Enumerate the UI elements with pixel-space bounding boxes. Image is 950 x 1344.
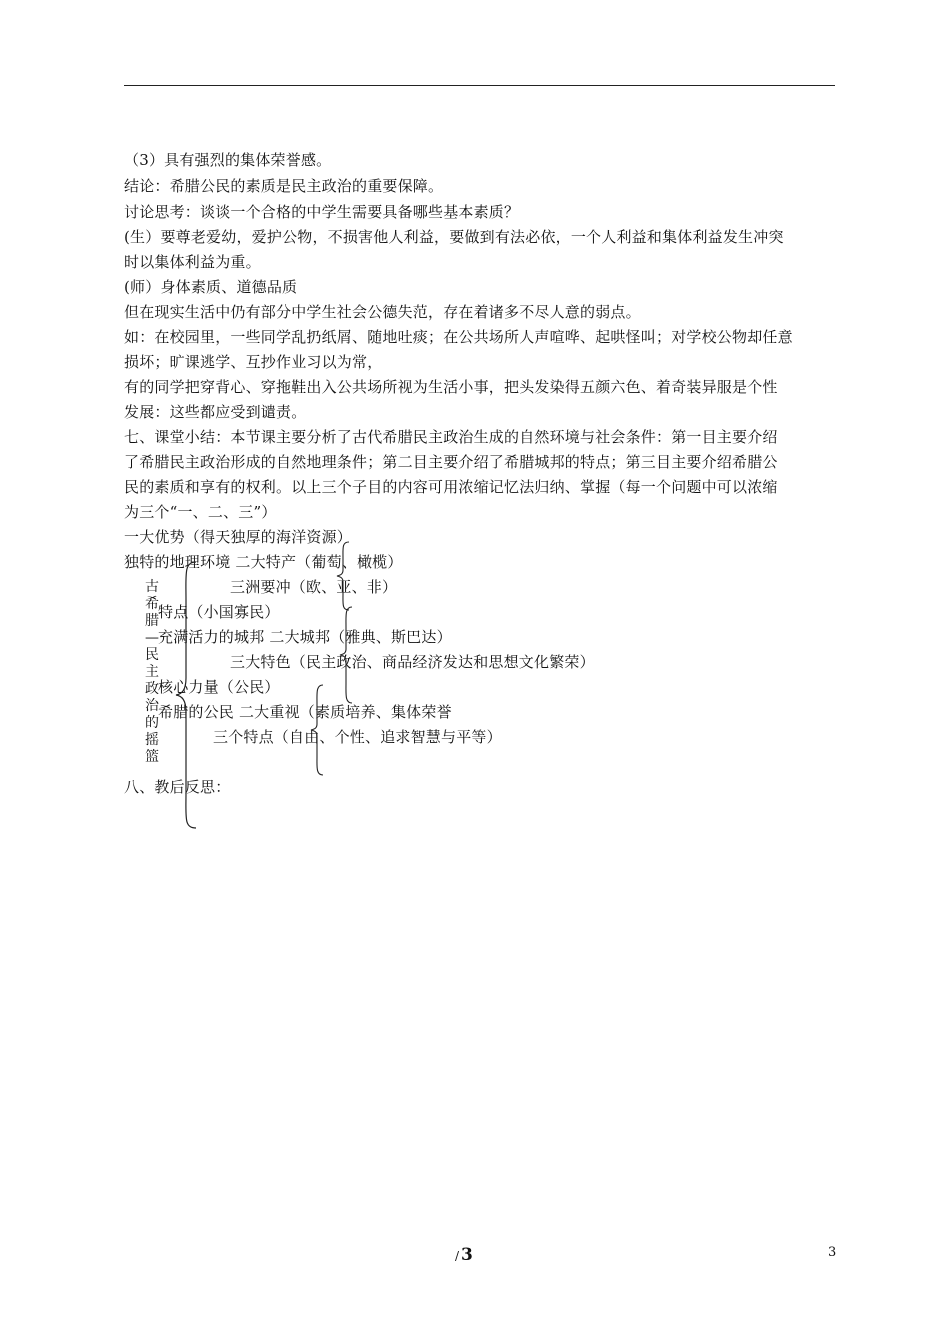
city-state-brace-icon xyxy=(336,605,356,705)
paragraph-line: 损坏；旷课逃学、互抄作业习以为常， xyxy=(124,353,383,371)
page-number: 3 xyxy=(828,1245,837,1260)
diagram-item: 特点（小国寡民） xyxy=(158,603,280,621)
paragraph-line: 但在现实生活中仍有部分中学生社会公德失范，存在着诸多不尽人意的弱点。 xyxy=(124,303,641,321)
summary-heading-line: 七、课堂小结：本节课主要分析了古代希腊民主政治生成的自然环境与社会条件：第一目主要介绍 xyxy=(124,428,778,446)
paragraph-line: 了希腊民主政治形成的自然地理条件；第二目主要介绍了希腊城邦的特点；第三目主要介绍希腊公 xyxy=(124,453,778,471)
paragraph-line: 民的素质和享有的权利。以上三个子目的内容可用浓缩记忆法归纳、掌握（每一个问题中可以浓缩 xyxy=(124,478,778,496)
diagram-item: 三大特色（民主政治、商品经济发达和思想文化繁荣） xyxy=(230,653,595,671)
paragraph-line: 发展：这些都应受到谴责。 xyxy=(124,403,307,421)
page-total: 3 xyxy=(461,1245,473,1265)
diagram-item: 希腊的公民 二大重视（素质培养、集体荣誉 xyxy=(158,703,452,721)
paragraph-line: 结论：希腊公民的素质是民主政治的重要保障。 xyxy=(124,177,444,195)
paragraph-line: 如：在校园里，一些同学乱扔纸屑、随地吐痰；在公共场所人声喧哗、起哄怪叫；对学校公物却任意 xyxy=(124,328,793,346)
diagram-item: 一大优势（得天独厚的海洋资源） xyxy=(124,528,353,546)
page-counter xyxy=(455,1245,473,1265)
diagram-item: 独特的地理环境 二大特产（葡萄、橄榄） xyxy=(124,553,403,571)
page-slash: / xyxy=(455,1249,460,1263)
header-rule xyxy=(124,85,835,86)
paragraph-line: （3）具有强烈的集体荣誉感。 xyxy=(124,151,332,169)
paragraph-line: (生）要尊老爱幼，爱护公物，不损害他人利益，要做到有法必依，一个人利益和集体利益发生冲突 xyxy=(124,228,784,246)
paragraph-line: 为三个“一、二、三”） xyxy=(124,503,277,521)
diagram-item: 核心力量（公民） xyxy=(158,678,280,696)
citizen-brace-icon xyxy=(307,683,327,777)
paragraph-line: 时以集体利益为重。 xyxy=(124,253,261,271)
diagram-item: 三洲要冲（欧、亚、非） xyxy=(230,578,398,596)
diagram-item: 充满活力的城邦 二大城邦（雅典、斯巴达） xyxy=(158,628,452,646)
diagram-item: 三个特点（自由、个性、追求智慧与平等） xyxy=(213,728,502,746)
section-heading: 八、教后反思： xyxy=(124,778,231,796)
paragraph-line: (师）身体素质、道德品质 xyxy=(124,278,298,296)
geography-brace-icon xyxy=(333,540,353,612)
paragraph-line: 有的同学把穿背心、穿拖鞋出入公共场所视为生活小事，把头发染得五颜六色、着奇装异服是个性 xyxy=(124,378,778,396)
paragraph-line: 讨论思考：谈谈一个合格的中学生需要具备哪些基本素质？ xyxy=(124,203,520,221)
diagram-vertical-title: 古希腊—民主政治的摇篮 xyxy=(145,579,159,765)
